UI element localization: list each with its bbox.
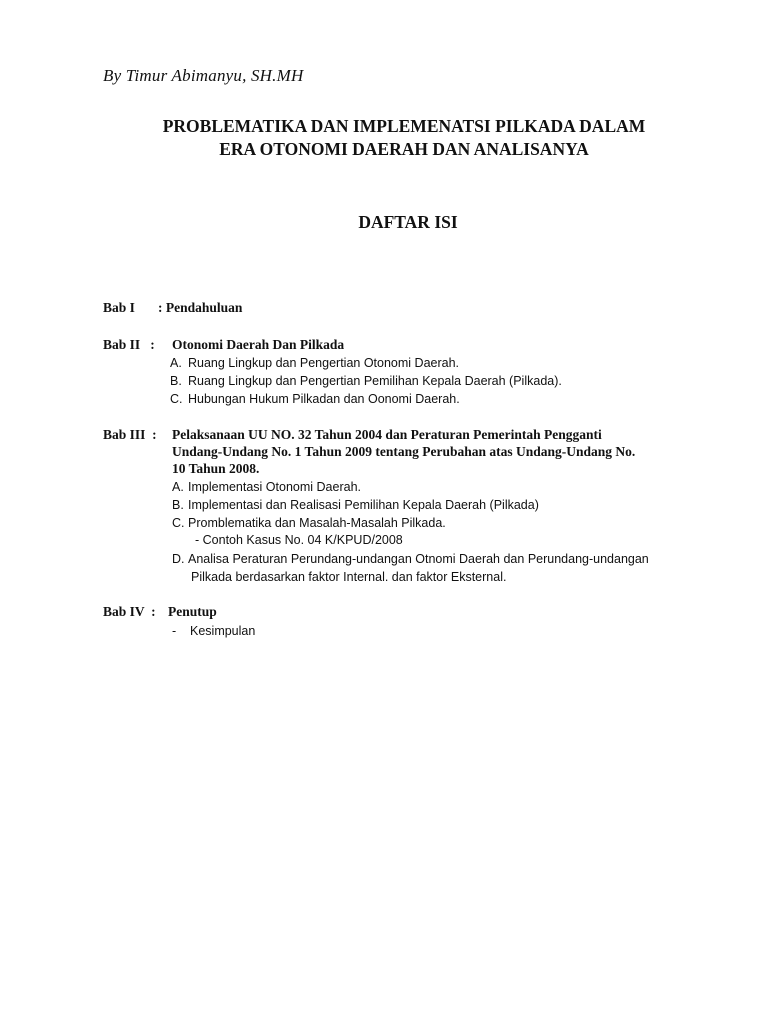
item-text: Implementasi Otonomi Daerah.	[188, 480, 361, 494]
item-marker: A.	[170, 356, 182, 370]
chapter-3-title-line-1: Pelaksanaan UU NO. 32 Tahun 2004 dan Peraturan Pemerintah Pengganti	[172, 427, 602, 442]
item-text: Pilkada berdasarkan faktor Internal. dan faktor Eksternal.	[191, 570, 507, 584]
chapter-4-title: Penutup	[168, 604, 217, 619]
chapter-4-item-1	[172, 622, 255, 640]
chapter-3-item-c-example	[195, 531, 403, 549]
chapter-3-item-b	[172, 496, 539, 514]
item-text: Analisa Peraturan Perundang-undangan Otnomi Daerah dan Perundang-undangan	[188, 552, 649, 566]
item-marker: -	[172, 624, 177, 638]
chapter-3-item-d	[172, 550, 649, 568]
item-marker: C.	[172, 516, 185, 530]
document-title-line-1: PROBLEMATIKA DAN IMPLEMENATSI PILKADA DALAM	[162, 116, 646, 136]
item-text: Ruang Lingkup dan Pengertian Pemilihan Kepala Daerah (Pilkada).	[188, 374, 562, 388]
item-text: Ruang Lingkup dan Pengertian Otonomi Daerah.	[188, 356, 460, 370]
table-of-contents-heading: DAFTAR ISI	[358, 212, 458, 232]
item-text: Promblematika dan Masalah-Masalah Pilkada.	[188, 516, 446, 530]
chapter-2-item-c	[170, 390, 460, 408]
item-text: Kesimpulan	[190, 624, 256, 638]
item-marker: A.	[172, 480, 184, 494]
author-line: By Timur Abimanyu, SH.MH	[103, 66, 304, 85]
chapter-2-item-a	[170, 354, 459, 372]
item-marker: C.	[170, 392, 183, 406]
chapter-2-title: Otonomi Daerah Dan Pilkada	[172, 337, 345, 352]
item-text: Hubungan Hukum Pilkadan dan Oonomi Daerah.	[188, 392, 460, 406]
chapter-3-item-c	[172, 514, 446, 532]
chapter-3-item-d-continuation	[191, 568, 506, 586]
item-text: - Contoh Kasus No. 04 K/KPUD/2008	[195, 533, 403, 547]
chapter-2-item-b	[170, 372, 562, 390]
chapter-2-label: Bab II :	[103, 337, 155, 352]
chapter-1-label: Bab I	[103, 300, 152, 315]
chapter-3-title-line-2: Undang-Undang No. 1 Tahun 2009 tentang Perubahan atas Undang-Undang No.	[172, 444, 636, 459]
chapter-4-label: Bab IV :	[103, 604, 156, 619]
item-marker: D.	[172, 552, 185, 566]
item-text: Implementasi dan Realisasi Pemilihan Kepala Daerah (Pilkada)	[188, 498, 539, 512]
document-title-line-2: ERA OTONOMI DAERAH DAN ANALISANYA	[219, 139, 589, 159]
item-marker: B.	[170, 374, 182, 388]
chapter-1-title: : Pendahuluan	[158, 300, 243, 315]
item-marker: B.	[172, 498, 184, 512]
chapter-3-title-line-3: 10 Tahun 2008.	[172, 461, 260, 476]
chapter-3-item-a	[172, 478, 361, 496]
chapter-3-label: Bab III :	[103, 427, 157, 442]
